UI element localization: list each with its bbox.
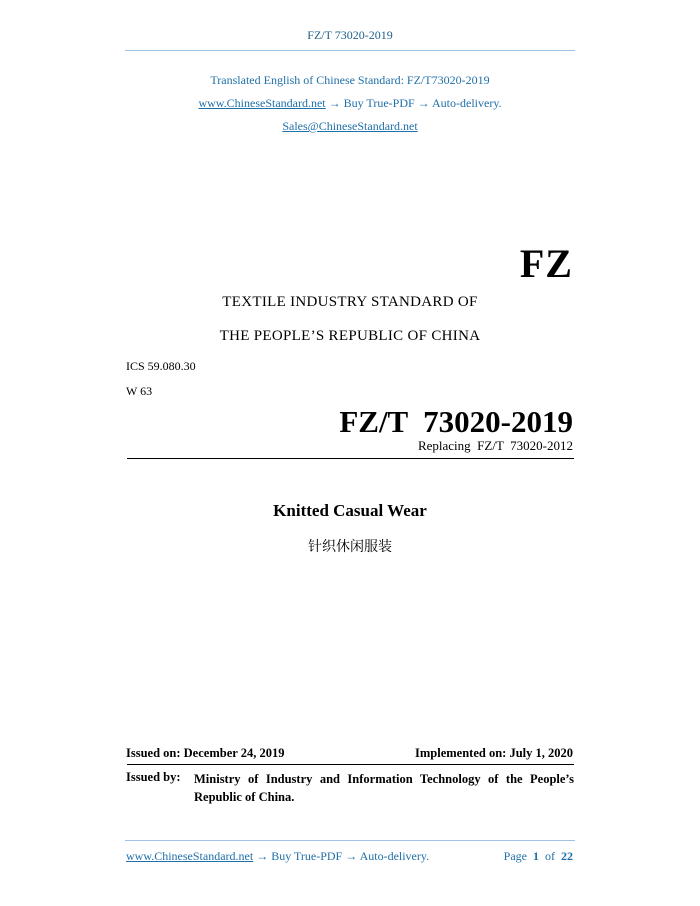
footer-site-link[interactable]: www.ChineseStandard.net xyxy=(126,849,254,863)
email-line xyxy=(0,119,700,134)
translation-notice: Translated English of Chinese Standard: FZ/T73020-2019 xyxy=(210,73,490,87)
issued-by-text: Ministry of Industry and Information Technology of the People’s Republic of China. xyxy=(194,772,574,804)
header-standard-code: FZ/T 73020-2019 xyxy=(307,28,393,42)
page-label: Page xyxy=(503,849,527,863)
title-divider xyxy=(127,458,574,459)
issued-by-label: Issued by: xyxy=(126,770,181,784)
ics-code: ICS 59.080.30 xyxy=(126,359,196,373)
page-indicator xyxy=(504,849,573,864)
page-of-label: of xyxy=(545,849,555,863)
email-link[interactable]: Sales@ChineseStandard.net xyxy=(282,119,418,133)
replacing-note: Replacing FZ/T 73020-2012 xyxy=(417,438,573,453)
standard-type-line2: THE PEOPLE’S REPUBLIC OF CHINA xyxy=(219,328,481,344)
purchase-line xyxy=(0,96,700,111)
page-total: 22 xyxy=(561,849,573,863)
issued-on: Issued on: December 24, 2019 xyxy=(126,746,285,760)
standard-code: FZ/T 73020-2019 xyxy=(339,404,573,439)
dates-divider xyxy=(127,764,574,765)
classification-code: W 63 xyxy=(126,384,153,398)
category-mark: FZ xyxy=(519,241,573,286)
document-title-cn: 针织休闲服装 xyxy=(308,539,392,555)
document-title-en: Knitted Casual Wear xyxy=(273,501,427,520)
standard-type-line1: TEXTILE INDUSTRY STANDARD OF xyxy=(222,294,478,310)
site-link[interactable]: www.ChineseStandard.net xyxy=(198,96,326,110)
page-current: 1 xyxy=(533,849,539,863)
footer-purchase-line xyxy=(126,849,429,864)
purchase-suffix: → Buy True-PDF → Auto-delivery. xyxy=(325,96,502,110)
footer-purchase-suffix: → Buy True-PDF → Auto-delivery. xyxy=(253,849,430,863)
footer-divider xyxy=(125,840,575,841)
implemented-on: Implemented on: July 1, 2020 xyxy=(415,746,573,760)
header-divider xyxy=(125,50,575,51)
